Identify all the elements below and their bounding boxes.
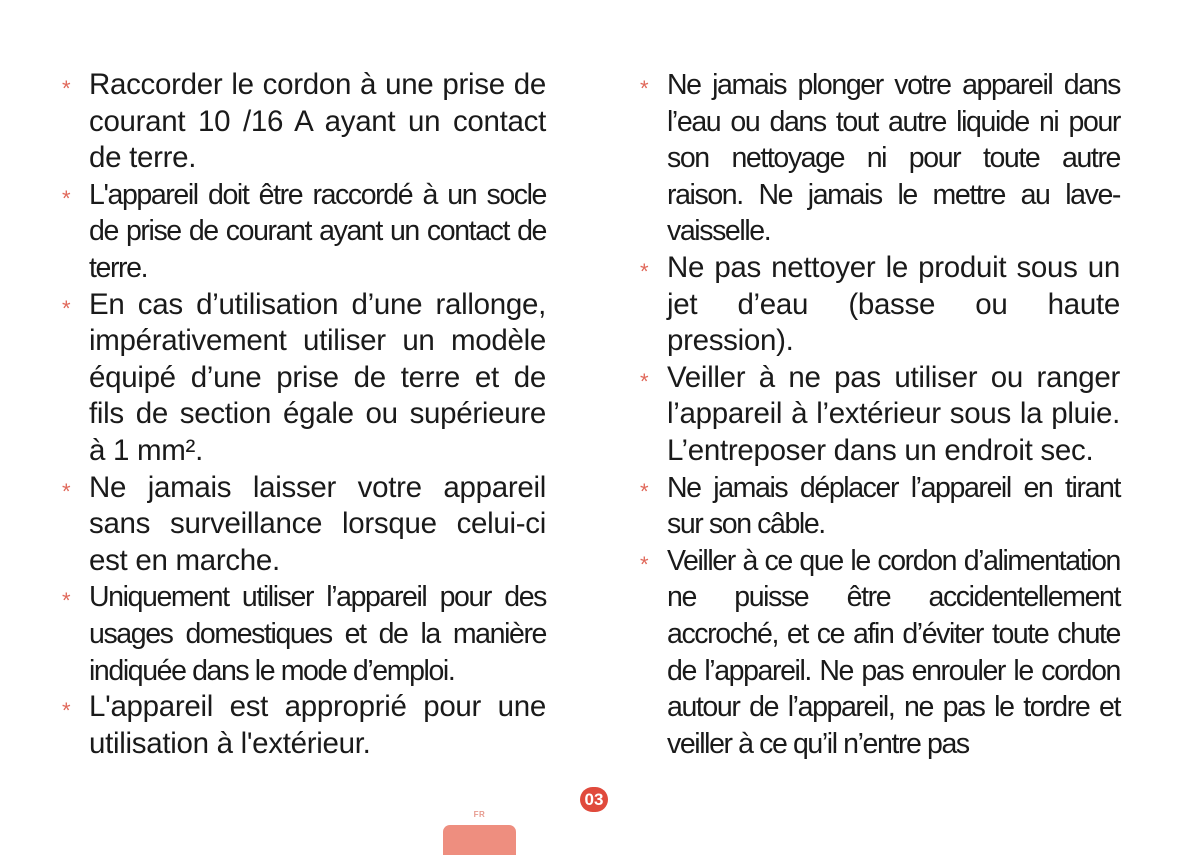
language-label: FR [473, 810, 486, 819]
asterisk-bullet-icon: * [62, 588, 70, 614]
page-number-badge: 03 [580, 787, 608, 812]
list-item [640, 360, 1120, 470]
list-item-text: Uniquement utiliser l’appareil pour des usages domestiques et de la manière indiquée dans le mode d’emploi. [89, 581, 546, 687]
list-item-text: Ne jamais plonger votre appareil dans l’eau ou dans tout autre liquide ni pour son nettoyage ni pour toute autre raison. Ne jamais le mettre au lave-vaisselle. [667, 69, 1120, 248]
list-item-text: Raccorder le cordon à une prise de courant 10 /16 A ayant un contact de terre. [89, 68, 546, 175]
list-item-text: Ne jamais déplacer l’appareil en tirant sur son câble. [667, 471, 1120, 541]
list-item [62, 67, 546, 177]
list-item-text: Ne jamais laisser votre appareil sans surveillance lorsque celui-ci est en marche. [89, 470, 546, 577]
asterisk-bullet-icon: * [640, 368, 649, 394]
asterisk-bullet-icon: * [62, 76, 71, 101]
asterisk-bullet-icon: * [62, 295, 71, 321]
left-column [62, 67, 546, 762]
asterisk-bullet-icon: * [640, 258, 649, 284]
list-item-text: Veiller à ce que le cordon d’alimentation ne puisse être accidentellement accroché, et ce afin d’éviter toute chute de l’appareil. Ne pas enrouler le cordon autour de l’appareil, ne pas le tordre et veiller à ce qu’il n’entre pas [667, 544, 1120, 760]
list-item [640, 470, 1120, 543]
list-item [62, 689, 546, 762]
list-item-text: L'appareil doit être raccordé à un socle de prise de courant ayant un contact de terre. [89, 178, 546, 284]
list-item [62, 177, 546, 287]
language-tab [443, 825, 516, 855]
asterisk-bullet-icon: * [640, 76, 648, 101]
list-item-text: Ne pas nettoyer le produit sous un jet d’eau (basse ou haute pression). [667, 250, 1120, 358]
list-item-text: Veiller à ne pas utiliser ou ranger l’appareil à l’extérieur sous la pluie. L’entreposer dans un endroit sec. [667, 360, 1120, 467]
list-item [62, 470, 546, 580]
list-item-text: L'appareil est approprié pour une utilisation à l'extérieur. [89, 690, 546, 760]
asterisk-bullet-icon: * [62, 185, 70, 211]
asterisk-bullet-icon: * [640, 551, 648, 577]
list-item [640, 543, 1120, 763]
list-item [640, 67, 1120, 250]
asterisk-bullet-icon: * [640, 478, 648, 504]
list-item [62, 579, 546, 689]
asterisk-bullet-icon: * [62, 478, 71, 504]
list-item-text: En cas d’utilisation d’une rallonge, impérativement utiliser un modèle équipé d’une prise de terre et de fils de section égale ou supérieure à 1 mm². [89, 287, 546, 467]
list-item [640, 250, 1120, 360]
asterisk-bullet-icon: * [62, 698, 71, 724]
right-column [640, 67, 1120, 762]
list-item [62, 287, 546, 470]
